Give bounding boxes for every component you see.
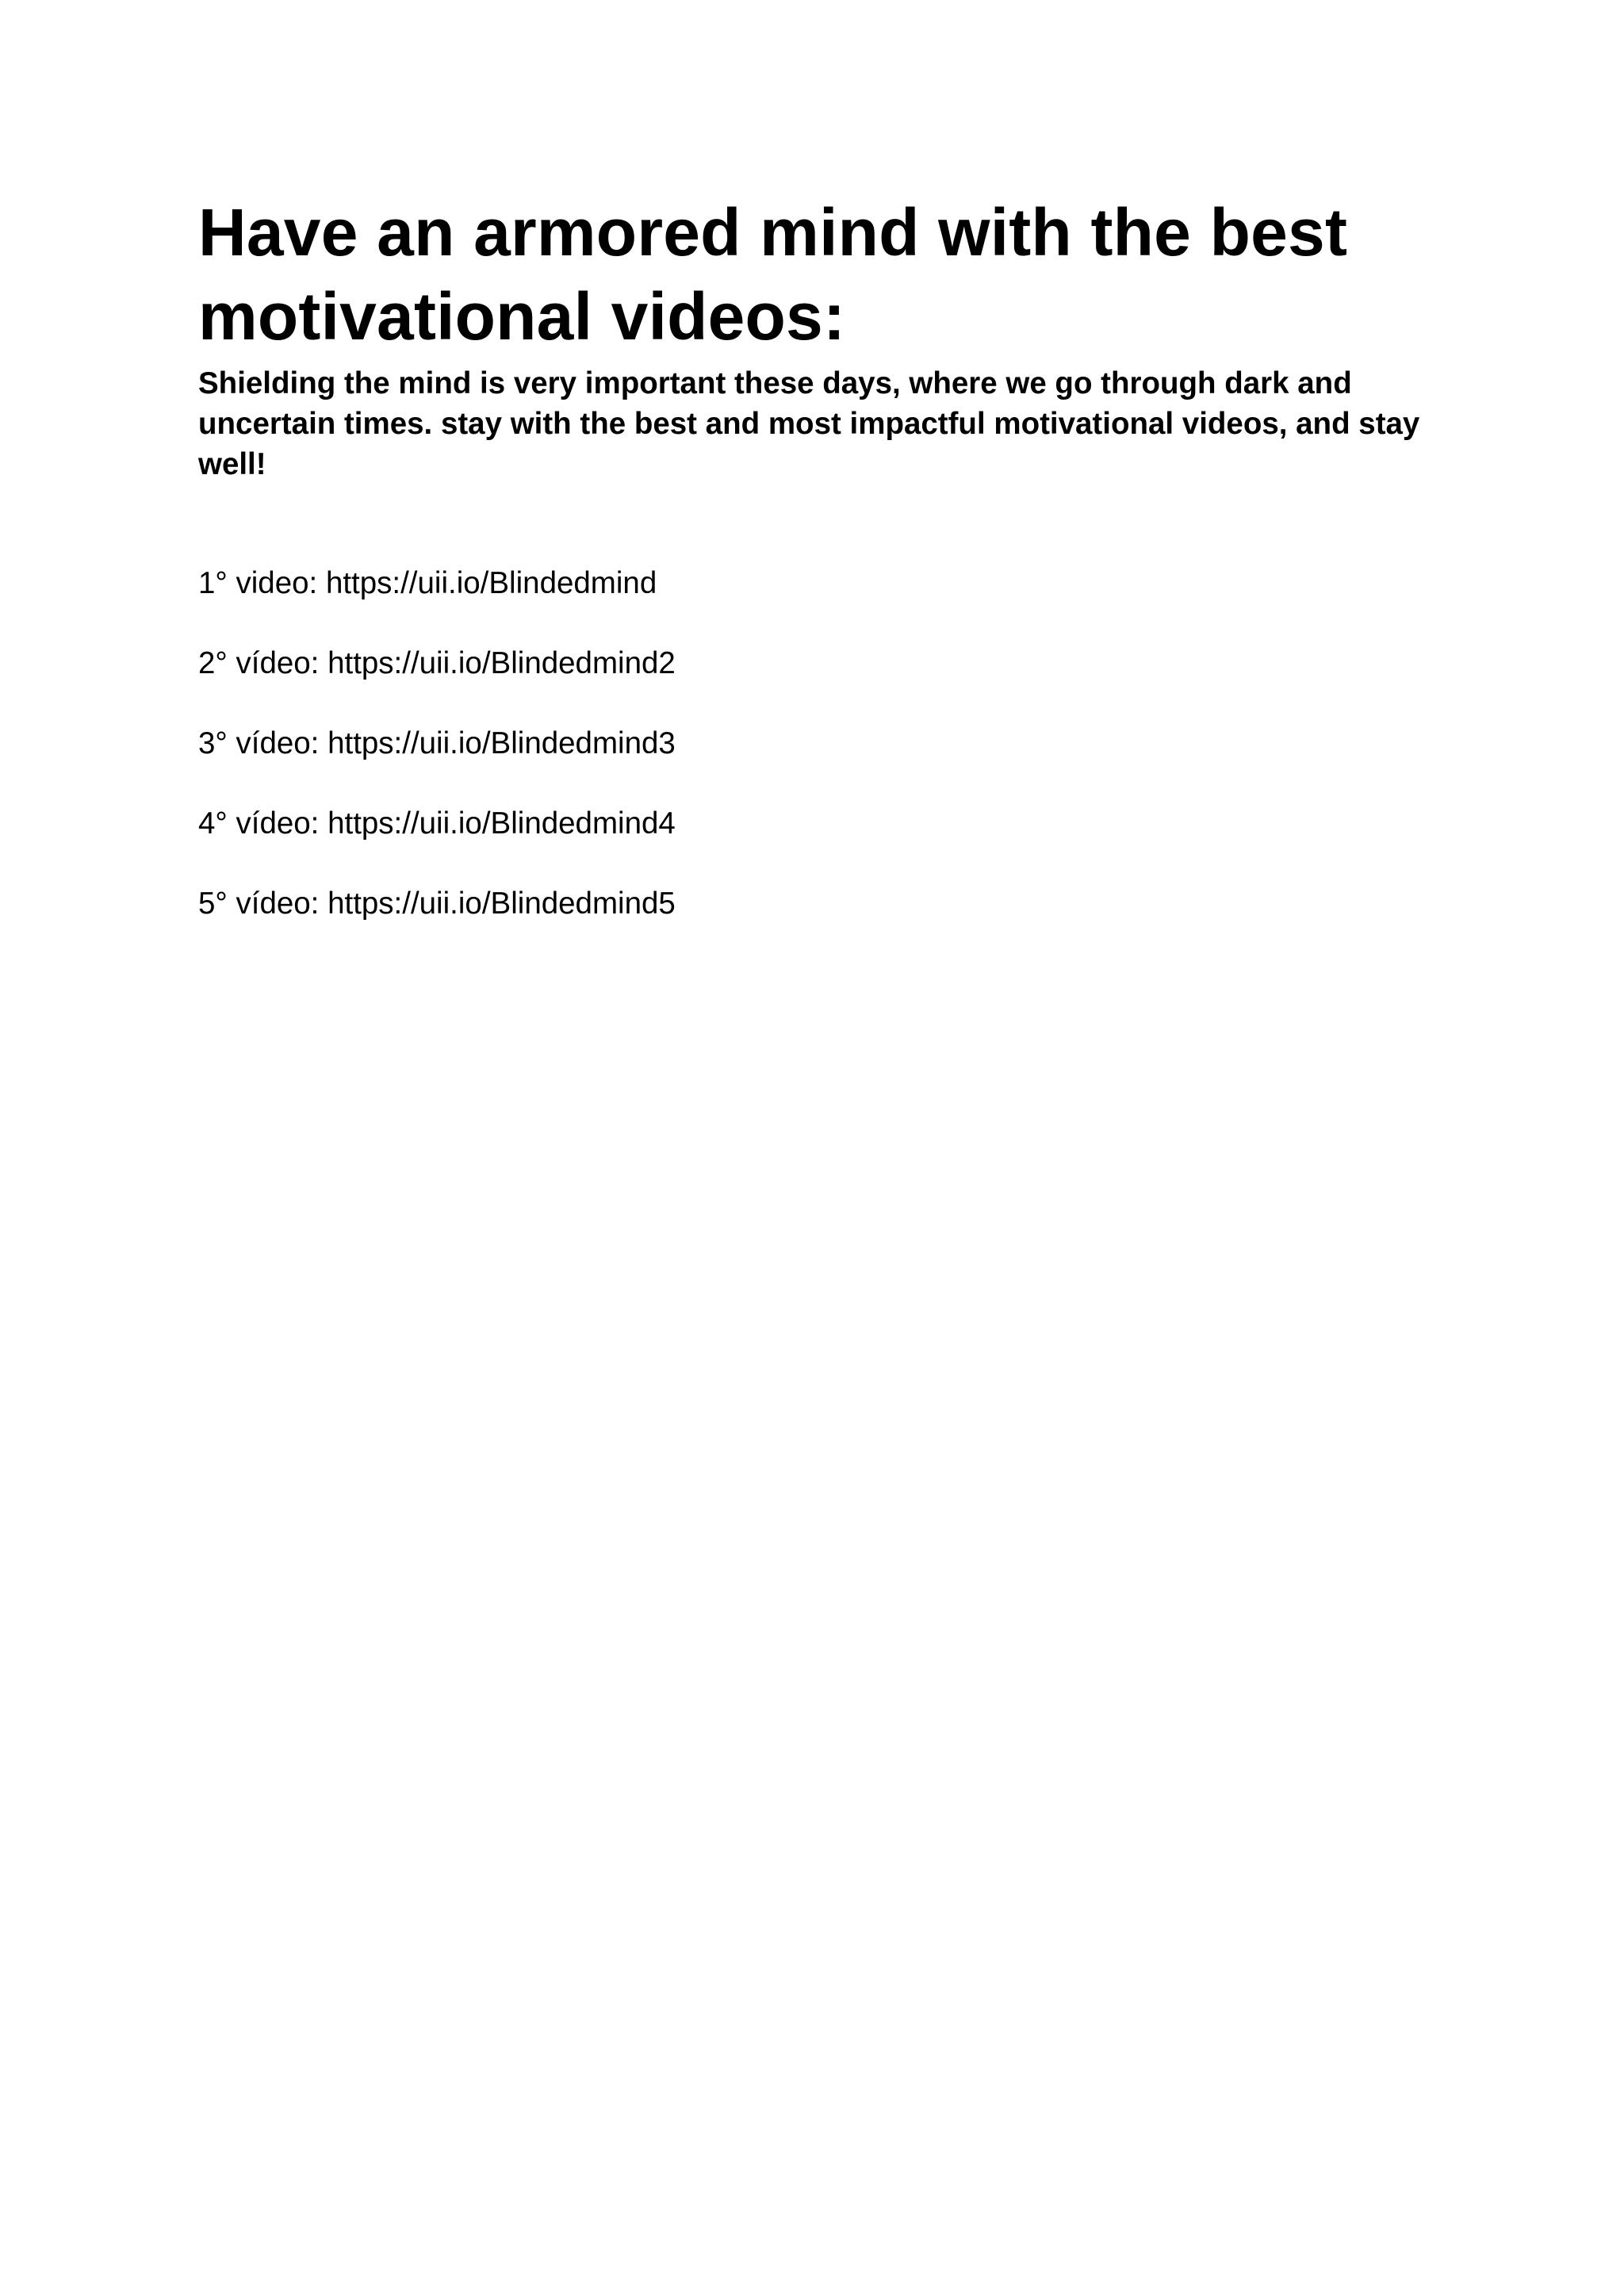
video-label-5: 5° vídeo: <box>198 887 328 921</box>
video-label-3: 3° vídeo: <box>198 726 328 760</box>
video-link-3[interactable]: https://uii.io/Blindedmind3 <box>327 726 676 760</box>
video-item-4 <box>198 806 1435 842</box>
video-label-2: 2° vídeo: <box>198 646 328 680</box>
video-item-5 <box>198 886 1435 922</box>
video-item-3 <box>198 726 1435 762</box>
video-link-1[interactable]: https://uii.io/Blindedmind <box>325 566 657 600</box>
video-link-4[interactable]: https://uii.io/Blindedmind4 <box>327 806 676 841</box>
video-item-1 <box>198 565 1435 602</box>
video-item-2 <box>198 645 1435 682</box>
video-label-4: 4° vídeo: <box>198 806 328 841</box>
video-link-list <box>198 565 1435 922</box>
document-content <box>198 190 1435 966</box>
document-title: Have an armored mind with the best motivational videos: <box>198 195 1348 354</box>
document-subtitle: Shielding the mind is very important these days, where we go through dark and uncertain times. stay with the best and most impactful motivational videos, and stay well! <box>198 366 1420 481</box>
video-link-2[interactable]: https://uii.io/Blindedmind2 <box>327 646 676 680</box>
video-link-5[interactable]: https://uii.io/Blindedmind5 <box>327 887 676 921</box>
video-label-1: 1° video: <box>198 566 326 600</box>
